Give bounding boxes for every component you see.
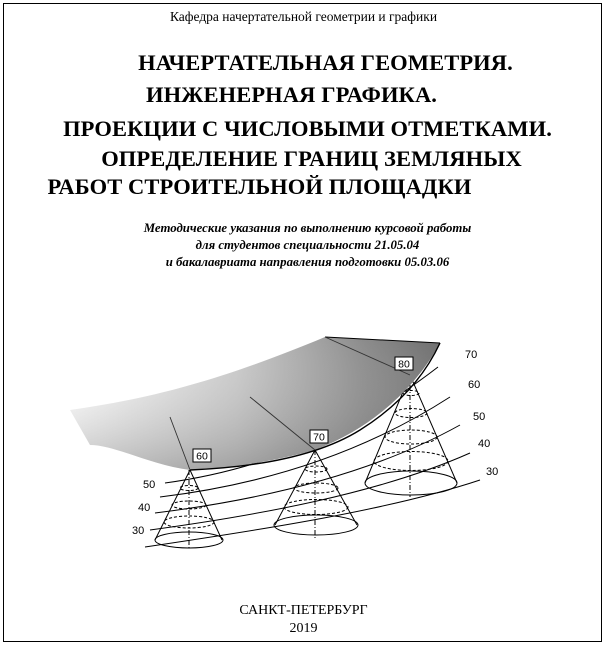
cover-illustration	[60, 325, 520, 565]
description-line-1: Методические указания по выполнению курсовой работы	[143, 221, 472, 235]
title-line-1: НАЧЕРТАТЕЛЬНАЯ ГЕОМЕТРИЯ.	[138, 50, 513, 75]
svg-text:60: 60	[196, 450, 208, 463]
department-name: Кафедра начертательной геометрии и графики	[169, 9, 438, 24]
mark-60	[193, 449, 211, 463]
description-line-3: и бакалавриата направления подготовки 05.03.06	[165, 255, 450, 269]
cone-70	[274, 450, 358, 540]
contour-label-30-left: 30	[132, 525, 145, 537]
contour-label-30-right: 30	[486, 466, 499, 478]
description-line-2: для студентов специальности 21.05.04	[195, 238, 420, 252]
city: САНКТ-ПЕТЕРБУРГ	[239, 603, 368, 618]
title-line-2: ИНЖЕНЕРНАЯ ГРАФИКА.	[145, 82, 438, 107]
surface	[70, 337, 440, 470]
title-line-4: ОПРЕДЕЛЕНИЕ ГРАНИЦ ЗЕМЛЯНЫХ	[101, 146, 522, 171]
mark-70	[310, 430, 328, 444]
contour-label-50-right: 50	[473, 411, 486, 423]
contour-label-40-left: 40	[138, 502, 151, 514]
contour-label-60-right: 60	[468, 379, 481, 391]
contour-label-50-left: 50	[143, 479, 156, 491]
year: 2019	[289, 621, 318, 636]
mark-80	[395, 357, 413, 371]
svg-text:70: 70	[313, 431, 325, 444]
contour-label-40-right: 40	[478, 438, 491, 450]
title-line-3: ПРОЕКЦИИ С ЧИСЛОВЫМИ ОТМЕТКАМИ.	[63, 116, 552, 141]
contour-label-70-right: 70	[465, 349, 478, 361]
title-line-5: РАБОТ СТРОИТЕЛЬНОЙ ПЛОЩАДКИ	[47, 174, 472, 199]
svg-text:80: 80	[398, 358, 410, 371]
cone-60	[155, 470, 223, 550]
